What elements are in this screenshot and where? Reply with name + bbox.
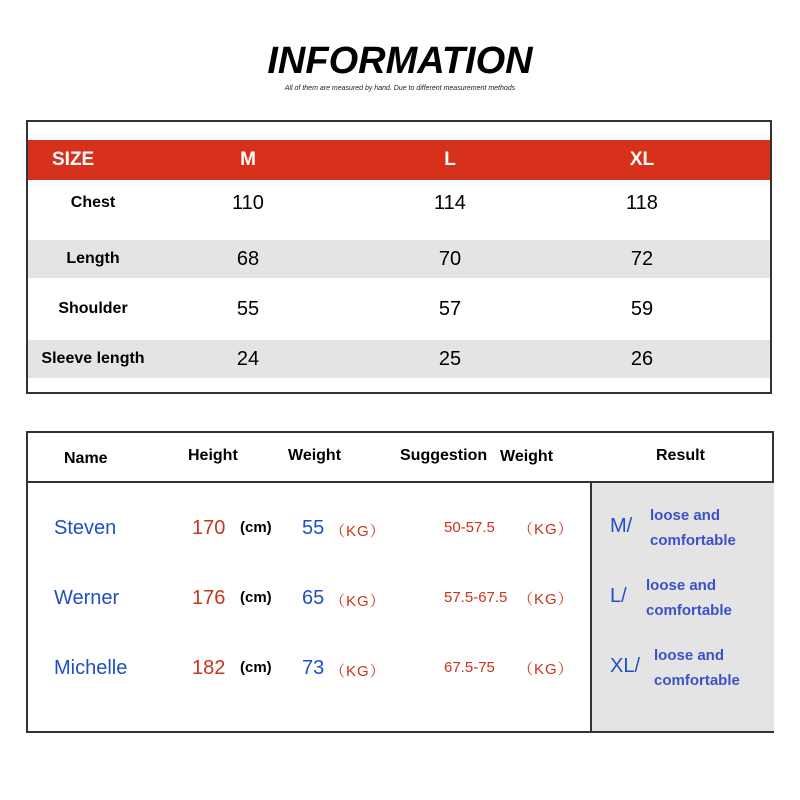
size-header-label: SIZE	[52, 149, 95, 170]
row-value-xl: 72	[630, 247, 654, 270]
row-label: Length	[66, 250, 120, 267]
result-text	[654, 643, 764, 693]
size-table-header	[28, 140, 770, 180]
table-row	[28, 192, 770, 230]
table-row	[28, 290, 770, 328]
suggested-weight: 67.5-75	[444, 659, 495, 676]
row-value-xl: 26	[630, 347, 654, 370]
suggested-weight-unit: （KG）	[518, 521, 574, 538]
table-row	[28, 639, 772, 699]
row-value-l: 25	[438, 347, 462, 370]
row-label: Chest	[70, 194, 116, 211]
result-line-2: comfortable	[646, 602, 732, 619]
header-weight: Weight	[288, 447, 342, 464]
person-weight: 55	[302, 517, 325, 539]
row-value-m: 110	[232, 191, 264, 214]
fit-table-header	[28, 433, 772, 483]
result-line-1: loose and	[654, 647, 725, 664]
suggested-weight-unit: （KG）	[518, 591, 574, 608]
header-height: Height	[188, 447, 238, 464]
header-name: Name	[64, 450, 108, 467]
result-size: XL/	[610, 655, 641, 677]
person-height: 170	[192, 517, 226, 539]
table-row	[28, 340, 770, 378]
person-weight: 65	[302, 587, 325, 609]
header-result: Result	[656, 447, 705, 464]
suggested-weight: 57.5-67.5	[444, 589, 508, 606]
size-table	[26, 120, 772, 394]
table-row	[28, 240, 770, 278]
row-value-xl: 118	[626, 191, 658, 214]
person-name: Werner	[54, 587, 120, 609]
result-text	[650, 503, 760, 553]
result-line-2: comfortable	[654, 672, 740, 689]
row-value-m: 68	[236, 247, 260, 270]
height-unit: (cm)	[240, 659, 272, 676]
row-label: Sleeve length	[41, 350, 145, 367]
size-header-m: M	[240, 149, 256, 170]
row-label: Shoulder	[58, 300, 128, 317]
suggested-weight: 50-57.5	[444, 519, 495, 536]
row-value-l: 114	[434, 191, 466, 214]
page-subtitle: All of them are measured by hand. Due to different measurement methods	[284, 85, 516, 92]
person-height: 176	[192, 587, 226, 609]
weight-unit: （KG）	[330, 663, 386, 680]
size-header-l: L	[444, 149, 456, 170]
row-value-l: 57	[438, 297, 462, 320]
height-unit: (cm)	[240, 589, 272, 606]
row-value-xl: 59	[630, 297, 654, 320]
result-size: L/	[610, 585, 627, 607]
result-text	[646, 573, 756, 623]
height-unit: (cm)	[240, 519, 272, 536]
result-line-2: comfortable	[650, 532, 736, 549]
result-line-1: loose and	[646, 577, 717, 594]
size-header-xl: XL	[629, 149, 655, 170]
table-row	[28, 499, 772, 559]
fit-table	[26, 431, 774, 733]
table-row	[28, 569, 772, 629]
weight-unit: （KG）	[330, 523, 386, 540]
page-title: INFORMATION	[267, 40, 533, 82]
suggested-weight-unit: （KG）	[518, 661, 574, 678]
row-value-m: 55	[236, 297, 260, 320]
person-height: 182	[192, 657, 226, 679]
person-name: Michelle	[54, 657, 128, 679]
person-weight: 73	[302, 657, 325, 679]
header-suggestion-weight: Weight	[500, 448, 554, 465]
weight-unit: （KG）	[330, 593, 386, 610]
result-line-1: loose and	[650, 507, 721, 524]
header-suggestion: Suggestion	[400, 447, 488, 464]
result-size: M/	[610, 515, 633, 537]
row-value-m: 24	[236, 347, 260, 370]
row-value-l: 70	[438, 247, 462, 270]
person-name: Steven	[54, 517, 117, 539]
